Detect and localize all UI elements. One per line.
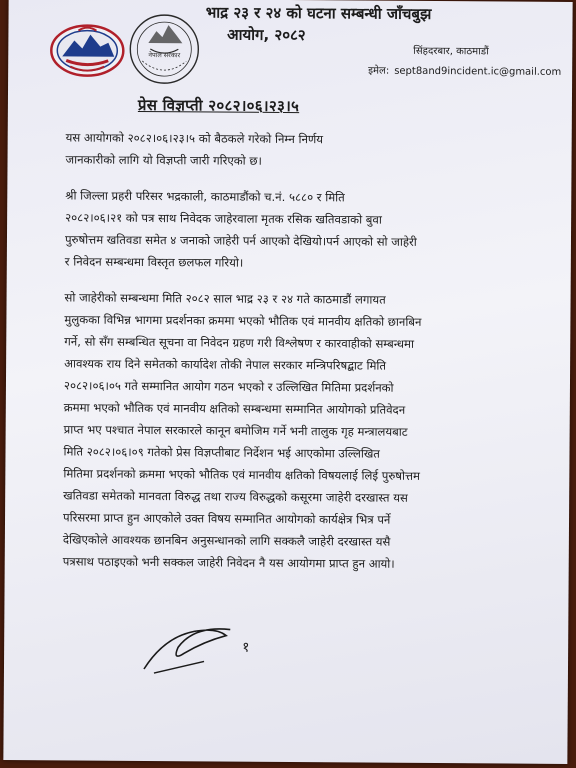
commission-emblem-icon	[48, 20, 126, 79]
paragraph-1	[65, 126, 505, 173]
paragraph-line: मितिमा प्रदर्शनको क्रममा भएको भौतिक एवं मानवीय क्षतिको विषयलाई लिई पुरुषोत्तम	[63, 466, 421, 483]
press-release-title: प्रेस विज्ञप्ती २०८२।०६।२३।५	[137, 95, 300, 116]
email-address[interactable]: sept8and9incident.ic@gmail.com	[394, 65, 562, 78]
paragraph-line: जानकारीको लागि यो विज्ञप्ती जारी गरिएको छ।	[65, 152, 262, 168]
paragraph-line: प्राप्त भए पश्चात नेपाल सरकारले कानून बमोजिम गर्ने भनी तालुक गृह मन्त्रालयबाट	[63, 422, 408, 439]
paragraph-line: र निवेदन सम्बन्धमा विस्तृत छलफल गरियो।	[64, 254, 244, 270]
paragraph-line: आवश्यक राय दिने समेतको कार्यादेश तोकी नेपाल सरकार मन्त्रिपरिषद्बाट मिति	[64, 356, 387, 373]
paragraph-line: परिसरमा प्राप्त हुन आएकोले उक्त विषय सम्मानित आयोगको कार्यक्षेत्र भित्र पर्ने	[62, 510, 391, 527]
paragraph-line: २०८२।०६।२१ को पत्र साथ निवेदक जाहेरवाला मृतक रसिक खतिवडाको बुवा	[65, 210, 382, 227]
header-location: सिंहदरबार, काठमाडौं	[413, 45, 489, 58]
paragraph-3	[63, 286, 505, 575]
paragraph-line: पुरुषोत्तम खतिवडा समेत ४ जनाको जाहेरी पर्न आएको देखियो।पर्न आएको सो जाहेरी	[64, 232, 417, 249]
signature	[134, 617, 284, 678]
header-title-line1: भाद्र २३ र २४ को घटना सम्बन्धी जाँचबुझ	[205, 3, 432, 23]
paragraph-line: क्रममा भएको भौतिक एवं मानवीय क्षतिको सम्बन्धमा सम्मानित आयोगको प्रतिवेदन	[63, 400, 406, 417]
paragraph-line: २०८२।०६।०५ गते सम्मानित आयोग गठन भएको र उल्लिखित मितिमा प्रदर्शनको	[63, 378, 394, 395]
paragraph-line: श्री जिल्ला प्रहरी परिसर भद्रकाली, काठमाडौंको च.नं. ५८८० र मिति	[65, 188, 345, 205]
paragraph-line: सो जाहेरीको सम्बन्धमा मिति २०८२ साल भाद्र २३ र २४ गते काठमाडौं लगायत	[64, 290, 386, 307]
header-email-block	[368, 63, 561, 78]
press-release-page	[3, 0, 572, 764]
email-label: इमेल:	[368, 65, 390, 77]
paragraph-line: पत्रसाथ पठाइएको भनी सक्कल जाहेरी निवेदन नै यस आयोगमा प्राप्त हुन आयो।	[62, 554, 395, 571]
paragraph-line: खतिवडा समेतको मानवता विरुद्ध तथा राज्य विरुद्धको कसूरमा जाहेरी दरखास्त यस	[63, 488, 408, 505]
header-title	[146, 1, 476, 47]
paragraph-line: यस आयोगको २०८२।०६।२३।५ को बैठकले गरेको निम्न निर्णय	[65, 130, 324, 147]
paragraph-line: मुलुकका विभिन्न भागमा प्रदर्शनका क्रममा भएको भौतिक एवं मानवीय क्षतिको छानबिन	[64, 312, 422, 329]
seal-label: नेपाल सरकार	[148, 51, 181, 60]
paragraph-line: मिति २०८२।०६।०९ गतेको प्रेस विज्ञप्तीबाट निर्देशन भई आएकोमा उल्लिखित	[63, 444, 380, 461]
paragraph-line: गर्ने, सो सँग सम्बन्धित सूचना वा निवेदन ग्रहण गरी विश्लेषण र कारवाहीको सम्बन्धमा	[64, 334, 415, 351]
paragraph-line: देखिएकोले आवश्यक छानबिन अनुसन्धानको लागि सक्कलै जाहेरी दरखास्त यसै	[62, 532, 391, 549]
paragraph-2	[65, 184, 506, 275]
signature-mark: १	[242, 639, 250, 656]
header-title-line2: आयोग, २०८२	[227, 25, 306, 45]
